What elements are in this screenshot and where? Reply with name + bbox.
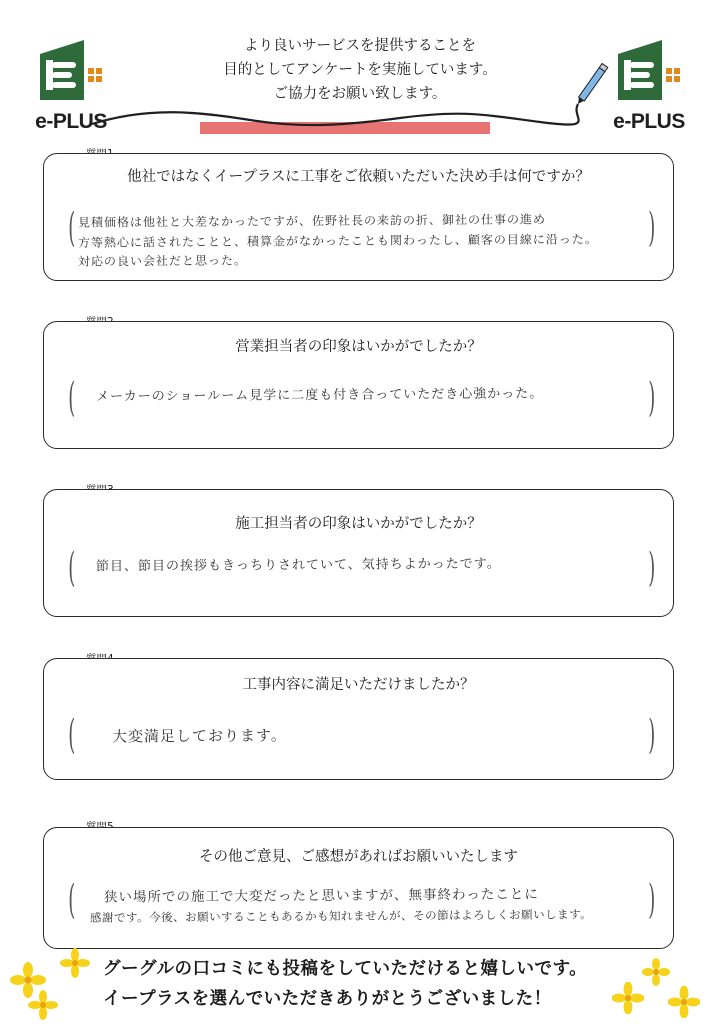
flower-icon xyxy=(612,982,644,1014)
question-5-title: その他ご意見、ご感想があればお願いいたします xyxy=(199,849,518,865)
wavy-underline xyxy=(92,104,579,125)
question-3-answer-line-1: 節目、節目の挨拶もきっちりされていて、気持ちよかったです。 xyxy=(95,556,501,575)
header-line-1: より良いサービスを提供することを xyxy=(244,38,476,54)
flower-icon xyxy=(642,958,670,986)
question-3-box: 施工担当者の印象はいかがでしたか？ ( ) 節目、節目の挨拶もきっちりされていて、気持ちよかったです。 xyxy=(43,489,674,617)
question-4-answer-line-1: 大変満足しております。 xyxy=(111,726,287,746)
question-2-box: 営業担当者の印象はいかがでしたか？ ( ) メーカーのショールーム見学に二度も付き合っていただき心強かった。 xyxy=(43,321,674,449)
flower-icon xyxy=(668,986,700,1018)
question-4-box: 工事内容に満足いただけましたか？ ( ) 大変満足しております。 xyxy=(43,658,674,780)
logo-text: e-PLUS xyxy=(35,110,107,133)
logo-text: e-PLUS xyxy=(613,110,685,133)
question-2-answer-line-1: メーカーのショールーム見学に二度も付き合っていただき心強かった。 xyxy=(95,386,544,405)
header-line-2: 目的としてアンケートを実施しています。 xyxy=(223,62,497,78)
question-5-answer-line-1: 狭い場所での施工で大変だったと思いますが、無事終わったことに xyxy=(103,886,539,906)
question-5-answer-line-2: 感謝です。今後、お願いすることもあるかも知れませんが、その節はよろしくお願いします。 xyxy=(89,907,593,925)
header-intro xyxy=(200,34,520,106)
flower-icon xyxy=(60,948,90,978)
question-4-title: 工事内容に満足いただけましたか？ xyxy=(242,677,475,693)
question-2-title: 営業担当者の印象はいかがでしたか？ xyxy=(235,339,482,355)
question-1-title: 他社ではなくイープラスに工事をご依頼いただいた決め手は何ですか？ xyxy=(127,169,590,185)
flower-icon xyxy=(28,990,58,1020)
question-5-box: その他ご意見、ご感想があればお願いいたします ( ) 狭い場所での施工で大変だったと思いますが、無事終わったことに 感謝です。今後、お願いすることもあるかも知れませんが、その節はよろしくお願いします。 xyxy=(43,827,674,949)
question-1-answer-line-1: 見積価格は他社と大差なかったですが、佐野社長の来訪の折、御社の仕事の進め xyxy=(77,212,547,230)
footer-line-2: イープラスを選んでいただきありがとうございました！ xyxy=(103,989,552,1009)
pencil-icon xyxy=(575,63,608,106)
question-1-box: 他社ではなくイープラスに工事をご依頼いただいた決め手は何ですか？ ( ) 見積価格は他社と大差なかったですが、佐野社長の来訪の折、御社の仕事の進め 方等熱心に話されたことと、積算金がなかったことも関わったし、顧客の目線に沿った。 対応の良い会社だと思った。 xyxy=(43,153,674,281)
header-line-3: ご協力をお願い致します。 xyxy=(273,86,447,102)
footer-line-1: グーグルの口コミにも投稿をしていただけると嬉しいです。 xyxy=(103,959,588,979)
question-3-title: 施工担当者の印象はいかがでしたか？ xyxy=(235,516,482,532)
question-1-answer-line-3: 対応の良い会社だと思った。 xyxy=(77,253,248,269)
question-1-answer-line-2: 方等熱心に話されたことと、積算金がなかったことも関わったし、顧客の目線に沿った。 xyxy=(77,232,598,250)
